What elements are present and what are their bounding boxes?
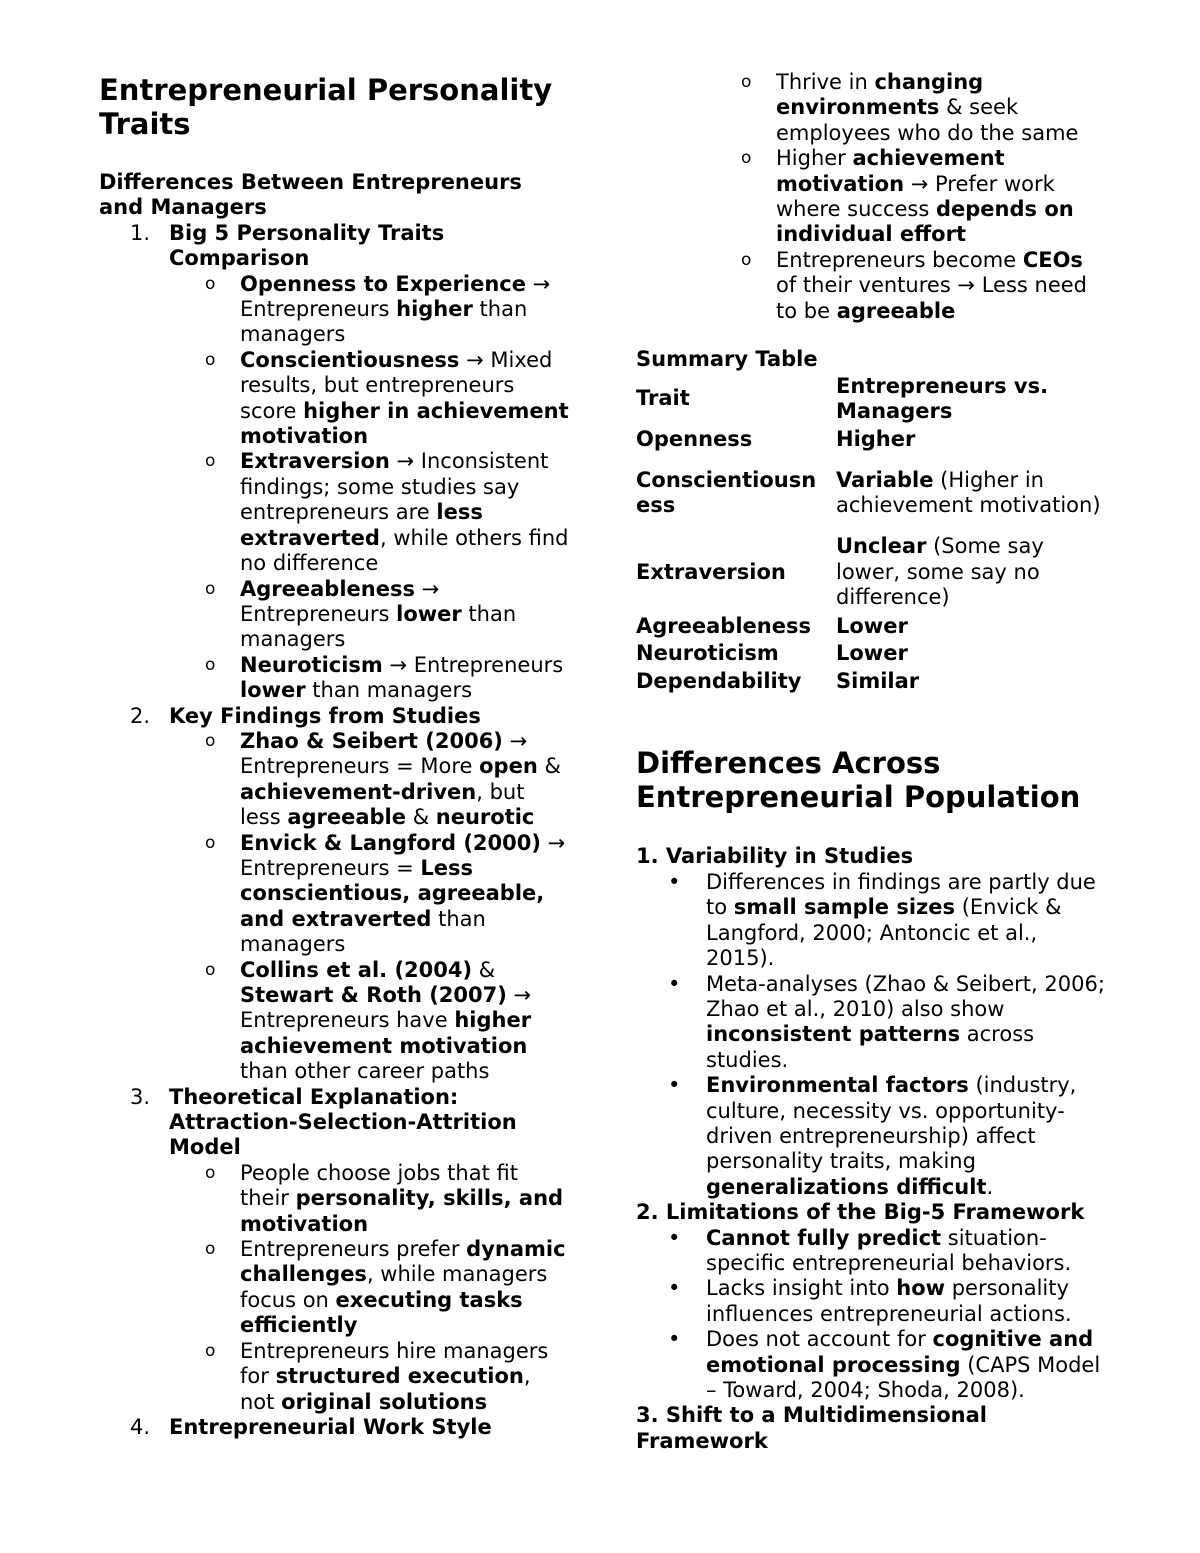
bullet-icon: •: [668, 971, 681, 996]
list-item: [99, 1161, 569, 1237]
bold-text: achievement-driven: [240, 779, 477, 804]
text: , not: [240, 1364, 531, 1414]
table-row: [636, 425, 1106, 453]
trait-cell: Dependability: [636, 668, 802, 693]
text: (CAPS Model – Toward, 2004; Shoda, 2008).: [706, 1352, 1101, 1402]
text: Meta-analyses (Zhao & Seibert, 2006; Zhao et al., 2010) also show: [706, 971, 1105, 1021]
bold-text: Lower: [836, 641, 908, 666]
subtitle: Differences Between Entrepreneurs and Managers: [99, 170, 522, 220]
bullet-icon: •: [668, 1073, 681, 1098]
circle-bullet-icon: o: [741, 72, 752, 92]
bullet-icon: •: [668, 869, 681, 894]
bold-text: achievement motivation: [776, 146, 1005, 196]
text: situation-specific entrepreneurial behaviors.: [706, 1225, 1072, 1275]
list-item: [636, 870, 1106, 972]
subsection-heading: 1. Variability in Studies: [636, 844, 914, 869]
bold-text: Agreeableness: [240, 576, 415, 601]
circle-bullet-icon: o: [205, 1239, 216, 1260]
bold-text: Envick & Langford (2000): [240, 830, 541, 855]
trait-cell: Trait: [636, 386, 690, 411]
bold-text: higher in achievement motivation: [240, 398, 569, 449]
list-item: [636, 972, 1106, 1074]
text: & seek employees who do the same: [776, 95, 1079, 145]
section-4: [99, 1415, 569, 1440]
bold-text: dynamic challenges: [240, 1237, 566, 1287]
bold-text: Stewart & Roth (2007): [240, 983, 507, 1007]
section-heading: Key Findings from Studies: [169, 703, 481, 728]
bold-text: higher: [396, 297, 473, 322]
circle-bullet-icon: o: [205, 730, 216, 751]
trait-cell: Extraversion: [636, 559, 786, 584]
text: Entrepreneurs prefer: [240, 1237, 467, 1262]
bold-text: personality, skills, and motivation: [240, 1186, 564, 1236]
text: , while managers focus on: [240, 1262, 548, 1312]
bold-text: Similar: [836, 668, 920, 693]
circle-bullet-icon: o: [205, 959, 216, 980]
text: than managers: [240, 601, 517, 652]
text: Differences in findings are partly due to: [706, 869, 1096, 920]
text: → Mixed results, but entrepreneurs score: [240, 347, 553, 423]
bold-text: small sample sizes: [733, 895, 956, 920]
table-row: [636, 372, 1106, 425]
bold-text: changing environments: [776, 70, 984, 120]
circle-bullet-icon: o: [205, 349, 216, 370]
bold-text: Higher: [836, 426, 916, 451]
bold-text: how: [896, 1276, 946, 1301]
list-item: [99, 577, 569, 653]
bold-text: Environmental factors: [706, 1073, 969, 1098]
text: personality influences entrepreneurial actions.: [706, 1276, 1072, 1326]
text: → Entrepreneurs: [240, 271, 551, 322]
list-item: [99, 449, 569, 576]
list-item: [636, 146, 1106, 248]
text: → Inconsistent findings; some studies say entrepreneurs are: [240, 449, 549, 525]
list-item: [99, 958, 569, 1085]
trait-cell: Agreeableness: [636, 613, 811, 638]
text: .: [986, 1174, 994, 1199]
section-title: Differences Across Entrepreneurial Population: [636, 746, 1081, 815]
section-number: 4.: [130, 1414, 151, 1439]
section-heading: Big 5 Personality Traits Comparison: [169, 220, 445, 271]
circle-bullet-icon: o: [205, 1340, 216, 1361]
text: of their ventures → Less need to be: [776, 273, 1087, 323]
circle-bullet-icon: o: [205, 832, 216, 853]
bold-text: Collins et al. (2004): [240, 957, 473, 982]
list-item: [99, 272, 569, 348]
text: Entrepreneurs become: [776, 247, 1023, 272]
bold-text: Unclear: [836, 534, 927, 559]
bold-text: lower: [396, 601, 462, 626]
text: (Higher in achievement motivation): [836, 467, 1101, 517]
text: → Entrepreneurs: [240, 576, 440, 626]
list-item: [99, 1339, 569, 1415]
bullet-icon: •: [668, 1276, 681, 1301]
trait-cell: Neuroticism: [636, 641, 779, 666]
bold-text: depends on individual effort: [776, 197, 1074, 247]
bold-text: Lower: [836, 613, 908, 638]
text: Thrive in: [776, 70, 875, 94]
bold-text: structured execution: [275, 1364, 524, 1389]
text: than managers: [240, 297, 528, 347]
value-cell: [836, 612, 1106, 640]
trait-cell: Conscientiousness: [636, 467, 817, 517]
subsection-heading: 2. Limitations of the Big-5 Framework: [636, 1200, 1085, 1225]
bold-text: Entrepreneurs vs. Managers: [836, 373, 1049, 423]
list-item: [99, 348, 569, 450]
text: than other career paths: [240, 1059, 490, 1084]
bold-text: original solutions: [281, 1389, 488, 1414]
bold-text: Conscientiousness: [240, 347, 460, 372]
section-heading: Theoretical Explanation: Attraction-Selection-Attrition Model: [169, 1084, 517, 1160]
text: , but less: [240, 779, 525, 830]
value-cell: [836, 425, 1106, 453]
section-2: [99, 704, 569, 729]
trait-cell: Openness: [636, 426, 753, 451]
bold-text: less extraverted: [240, 500, 483, 550]
circle-bullet-icon: o: [205, 654, 216, 675]
bold-text: neurotic: [435, 805, 535, 830]
circle-bullet-icon: o: [205, 578, 216, 599]
table-row: [636, 612, 1106, 640]
text: &: [406, 805, 436, 830]
bullet-icon: •: [668, 1327, 681, 1352]
subsection-heading: 3. Shift to a Multidimensional Framework: [636, 1403, 987, 1453]
list-item: [636, 248, 1106, 324]
bold-text: open: [479, 754, 538, 779]
text: Entrepreneurs hire managers for: [240, 1338, 549, 1389]
text: Higher: [776, 146, 853, 171]
value-cell: [836, 667, 1106, 695]
list-item: [636, 1327, 1106, 1403]
bold-text: Extraversion: [240, 449, 390, 474]
bold-text: executing tasks efficiently: [240, 1287, 523, 1338]
table-row: [636, 453, 1106, 532]
summary-table: [636, 372, 1106, 695]
list-item: [99, 729, 569, 831]
section-1: [99, 221, 569, 272]
table-row: [636, 667, 1106, 695]
list-item: [636, 70, 1106, 146]
bold-text: Less conscientious, agreeable, and extraverted: [240, 855, 545, 931]
bold-text: agreeable: [287, 805, 407, 830]
bold-text: agreeable: [836, 298, 956, 323]
text: → Entrepreneurs =: [240, 830, 566, 880]
section-3: [99, 1085, 569, 1161]
bold-text: lower: [240, 678, 306, 703]
circle-bullet-icon: o: [205, 273, 216, 294]
list-item: [99, 831, 569, 958]
text: → Entrepreneurs: [382, 652, 564, 677]
circle-bullet-icon: o: [205, 1162, 216, 1183]
circle-bullet-icon: o: [741, 249, 752, 270]
bold-text: Cannot fully predict: [706, 1225, 942, 1250]
bold-text: higher achievement motivation: [240, 1008, 532, 1058]
right-column: [636, 0, 1106, 1454]
value-cell: [836, 372, 1106, 425]
text: → Entrepreneurs have: [240, 983, 532, 1033]
text: , while others find no difference: [240, 525, 569, 576]
text: &: [472, 957, 496, 982]
summary-table-title: Summary Table: [636, 347, 818, 372]
bullet-icon: •: [668, 1225, 681, 1250]
text: (Some say lower, some say no difference): [836, 534, 1044, 610]
text: across studies.: [706, 1022, 1035, 1072]
value-cell: [836, 640, 1106, 667]
list-item: [99, 1237, 569, 1339]
list-item: [99, 653, 569, 704]
table-row: [636, 640, 1106, 667]
circle-bullet-icon: o: [741, 148, 752, 169]
text: People choose jobs that fit their: [240, 1160, 518, 1211]
section-number: 3.: [130, 1084, 151, 1109]
text: → Entrepreneurs = More: [240, 728, 528, 779]
bold-text: cognitive and emotional processing: [706, 1327, 1094, 1377]
text: than managers: [240, 906, 486, 957]
section-number: 2.: [130, 703, 151, 728]
bold-text: generalizations difficult: [706, 1174, 987, 1199]
section-number: 1.: [130, 220, 151, 245]
value-cell: [836, 532, 1106, 612]
text: → Prefer work where success: [776, 171, 1055, 222]
list-item: [636, 1226, 1106, 1277]
list-item: [636, 1276, 1106, 1327]
bold-text: Openness to Experience: [240, 271, 526, 296]
value-cell: [836, 453, 1106, 532]
bold-text: Zhao & Seibert (2006): [240, 728, 503, 753]
section-heading: Entrepreneurial Work Style: [169, 1414, 492, 1439]
text: (Envick & Langford, 2000; Antoncic et al., 2015).: [706, 895, 1062, 971]
bold-text: CEOs: [1022, 247, 1083, 272]
document-title: Entrepreneurial Personality Traits: [99, 73, 553, 141]
bold-text: Variable: [836, 467, 934, 492]
table-row: [636, 532, 1106, 612]
list-item: [636, 1073, 1106, 1200]
bold-text: Neuroticism: [240, 652, 383, 677]
left-column: [99, 0, 569, 1440]
text: &: [537, 754, 561, 779]
circle-bullet-icon: o: [205, 451, 216, 472]
bold-text: inconsistent patterns: [706, 1022, 961, 1047]
text: than managers: [305, 678, 473, 703]
text: Does not account for: [706, 1327, 933, 1352]
text: Lacks insight into: [706, 1276, 897, 1301]
text: (industry, culture, necessity vs. opportunity-driven entrepreneurship) affect personality traits, making: [706, 1073, 1077, 1174]
